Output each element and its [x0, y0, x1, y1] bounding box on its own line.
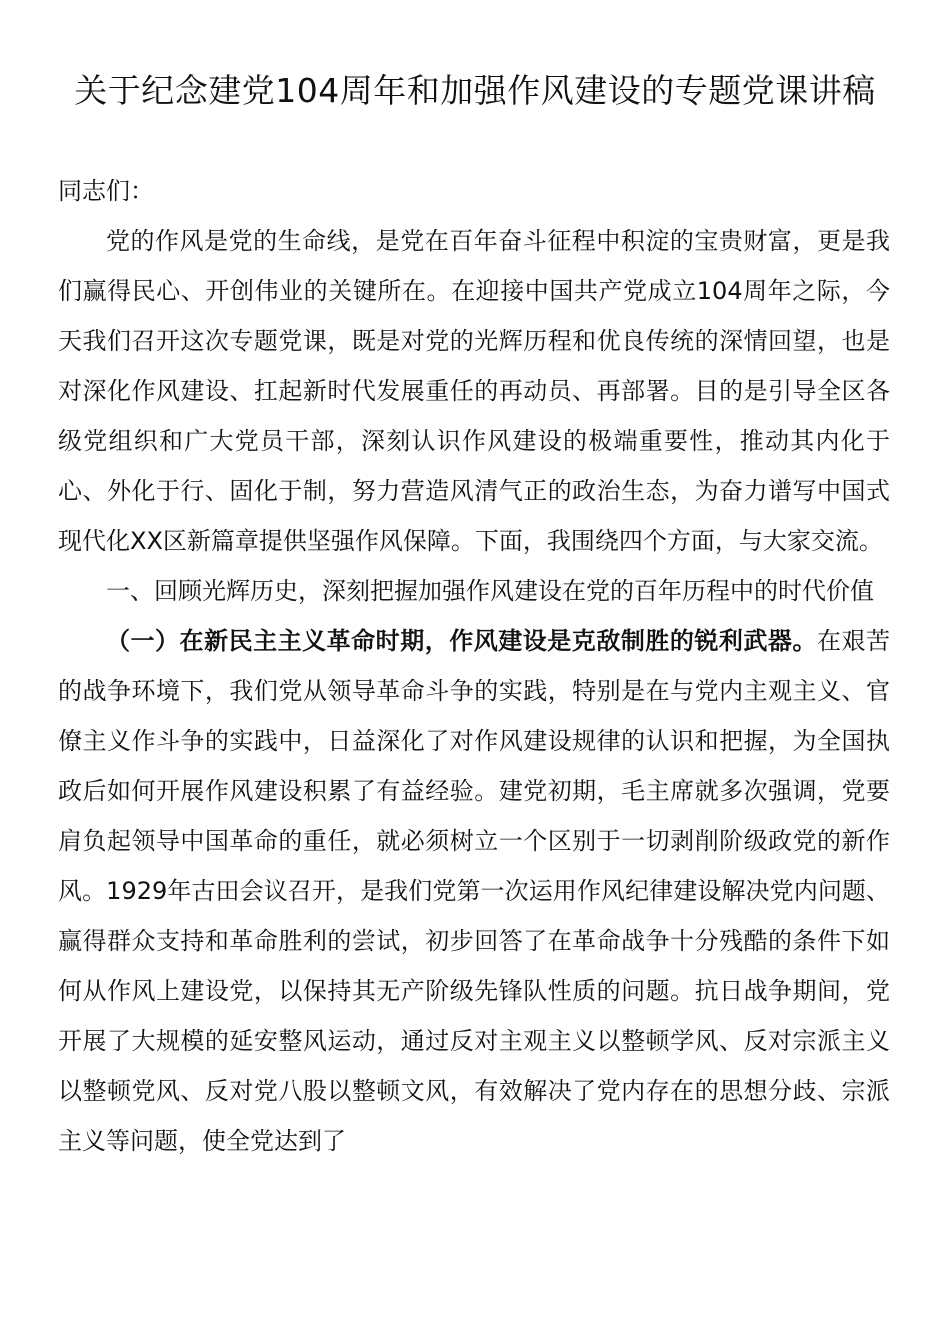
- subsection-text: 在艰苦的战争环境下，我们党从领导革命斗争的实践，特别是在与党内主观主义、官僚主义作斗争的实践中，日益深化了对作风建设规律的认识和把握，为全国执政后如何开展作风建设积累了有益经验。建党初期，毛主席就多次强调，党要肩负起领导中国革命的重任，就必须树立一个区别于一切剥削阶级政党的新作风。1929年古田会议召开，是我们党第一次运用作风纪律建设解决党内问题、赢得群众支持和革命胜利的尝试，初步回答了在革命战争十分残酷的条件下如何从作风上建设党，以保持其无产阶级先锋队性质的问题。抗日战争期间，党开展了大规模的延安整风运动，通过反对主观主义以整顿学风、反对宗派主义以整顿党风、反对党八股以整顿文风，有效解决了党内存在的思想分歧、宗派主义等问题，使全党达到了: [58, 627, 891, 1155]
- subsection-heading: （一）在新民主主义革命时期，作风建设是克敌制胜的锐利武器。: [106, 627, 817, 655]
- document-title: 关于纪念建党104周年和加强作风建设的专题党课讲稿: [74, 71, 876, 110]
- salutation: 同志们：: [58, 177, 154, 205]
- section-heading: 一、回顾光辉历史，深刻把握加强作风建设在党的百年历程中的时代价值: [106, 577, 874, 605]
- document-body: [58, 166, 890, 1166]
- intro-paragraph: 党的作风是党的生命线，是党在百年奋斗征程中积淀的宝贵财富，更是我们赢得民心、开创伟业的关键所在。在迎接中国共产党成立104周年之际，今天我们召开这次专题党课，既是对党的光辉历程和优良传统的深情回望，也是对深化作风建设、扛起新时代发展重任的再动员、再部署。目的是引导全区各级党组织和广大党员干部，深刻认识作风建设的极端重要性，推动其内化于心、外化于行、固化于制，努力营造风清气正的政治生态，为奋力谱写中国式现代化XX区新篇章提供坚强作风保障。下面，我围绕四个方面，与大家交流。: [58, 227, 890, 555]
- subsection-paragraph: [58, 616, 890, 1166]
